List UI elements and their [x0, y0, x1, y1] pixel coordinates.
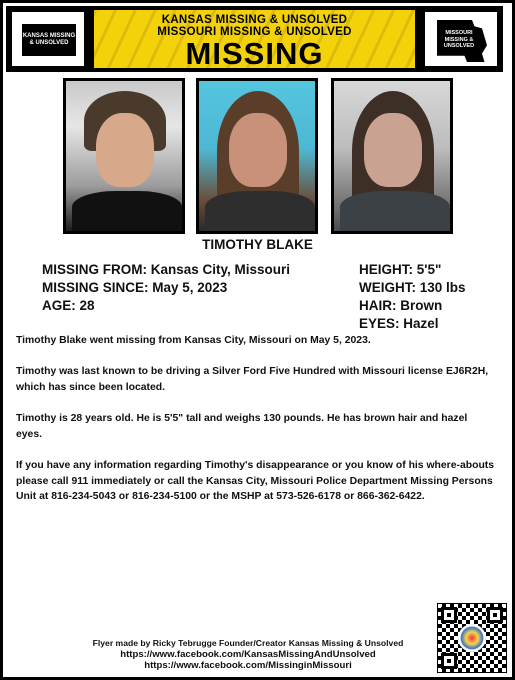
kansas-logo	[10, 10, 86, 68]
paragraph-2: Timothy was last known to be driving a Silver Ford Five Hundred with Missouri license EJ6R2H, which has since been located.	[16, 366, 489, 393]
qr-finder-top-right	[487, 607, 503, 623]
kansas-state-icon	[22, 24, 76, 56]
photo-1-shirt	[72, 191, 182, 231]
missing-from: MISSING FROM: Kansas City, Missouri	[42, 262, 291, 277]
photo-2-face	[229, 113, 287, 187]
banner-line-missouri: MISSOURI MISSING & UNSOLVED	[157, 26, 352, 38]
photo-1	[63, 78, 185, 234]
paragraph-4: If you have any information regarding Timothy's disappearance or you know of his where-abouts please call 911 immediately or call the Kansas City, Missouri Police Department Missing Persons Unit at 816-234-5043 or 816-234-5100 or the MSHP at 573-526-6178 or 866-362-6422.	[16, 460, 495, 502]
person-name: TIMOTHY BLAKE	[202, 237, 313, 252]
missing-since: MISSING SINCE: May 5, 2023	[42, 280, 228, 295]
photo-3-shirt	[340, 191, 450, 231]
footer-credits	[58, 638, 438, 671]
hair: HAIR: Brown	[359, 298, 443, 313]
height: HEIGHT: 5'5"	[359, 262, 442, 277]
paragraph-1: Timothy Blake went missing from Kansas City, Missouri on May 5, 2023.	[16, 335, 371, 346]
photo-3	[331, 78, 453, 234]
qr-finder-top-left	[441, 607, 457, 623]
kansas-logo-text: KANSAS MISSING & UNSOLVED	[22, 33, 76, 46]
missouri-logo	[423, 10, 499, 68]
weight: WEIGHT: 130 lbs	[359, 280, 466, 295]
qr-center-logo	[458, 624, 486, 652]
banner-line-kansas: KANSAS MISSING & UNSOLVED	[161, 14, 348, 26]
facebook-link-kansas[interactable]: https://www.facebook.com/KansasMissingAndUnsolved	[120, 649, 376, 660]
photo-3-face	[364, 113, 422, 187]
photo-1-face	[96, 113, 154, 187]
qr-code-icon[interactable]	[437, 603, 507, 673]
eyes: EYES: Hazel	[359, 316, 439, 331]
facebook-link-missouri[interactable]: https://www.facebook.com/MissinginMissouri	[144, 660, 352, 671]
header-banner	[94, 10, 415, 71]
credit-line: Flyer made by Ricky Tebrugge Founder/Creator Kansas Missing & Unsolved	[92, 638, 404, 648]
banner-title: MISSING	[185, 36, 324, 71]
missouri-logo-text: MISSOURI MISSING & UNSOLVED	[443, 30, 475, 49]
paragraph-3: Timothy is 28 years old. He is 5'5" tall and weighs 130 pounds. He has brown hair and hazel eyes.	[16, 413, 468, 440]
age: AGE: 28	[42, 298, 95, 313]
flyer-header	[6, 6, 503, 72]
photo-2-shirt	[205, 191, 315, 231]
photo-2	[196, 78, 318, 234]
qr-finder-bottom-left	[441, 653, 457, 669]
